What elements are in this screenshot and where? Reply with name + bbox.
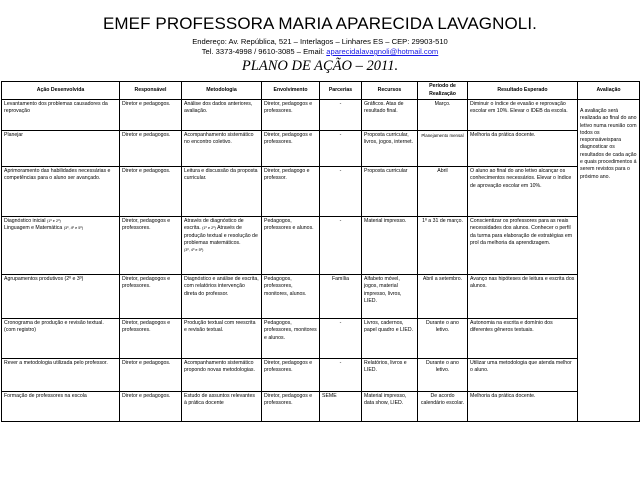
cell-metodologia: Acompanhamento sistemático no encontro coletivo.	[182, 131, 262, 167]
cell-resultado: Autonomia na escrita e domínio dos diferentes gêneros textuais.	[468, 319, 578, 359]
cell-envolvimento: Diretor, pedagogos e professores.	[262, 131, 320, 167]
cell-periodo: De acordo calendário escolar.	[418, 392, 468, 422]
cell-parcerias: SEME	[320, 392, 362, 422]
table-row	[2, 275, 640, 319]
metodo-line-c: (3º, 4º e 5º)	[184, 248, 204, 253]
cell-periodo: 1º a 31 de março.	[418, 217, 468, 275]
acao-line-a-sup: (1º e 2º)	[46, 219, 61, 223]
cell-responsavel: Diretor e pedagogos.	[120, 392, 182, 422]
cell-resultado: Conscientizar os professores para as reais necessidades dos alunos. Conhecer o perfil da turma para elaboração de estratégias em prol da melhoria da aprendizagem.	[468, 217, 578, 275]
cell-avaliacao	[578, 100, 640, 217]
cell-parcerias: -	[320, 167, 362, 217]
cell-responsavel: Diretor e pedagogos.	[120, 100, 182, 131]
cell-recursos: Relatórios, livros e LIED.	[362, 359, 418, 392]
cell-acao: Rever a metodologia utilizada pelo professor.	[2, 359, 120, 392]
cell-resultado: Melhoria da prática docente.	[468, 131, 578, 167]
email-link[interactable]: aparecidalavagnoli@hotmail.com	[326, 47, 439, 56]
cell-responsavel: Diretor, pedagogos e professores.	[120, 319, 182, 359]
avaliacao-text: A avaliação será realizada ao final do ano letivo numa reunião com todos os responsáveispara diagnosticar os resultados de cada ação e quais procedimentos á serem revistos para o próximo ano.	[580, 108, 637, 180]
cell-recursos: Gráficos. Atas de resultado final.	[362, 100, 418, 131]
col-header-metodologia: Metodologia	[182, 82, 262, 100]
col-header-envolvimento: Envolvimento	[262, 82, 320, 100]
cell-responsavel: Diretor e pedagogos.	[120, 359, 182, 392]
cell-recursos: Proposta curricular, livros, jogos, internet.	[362, 131, 418, 167]
action-plan-table	[1, 81, 640, 422]
table-row	[2, 167, 640, 217]
table-row	[2, 100, 640, 131]
cell-responsavel: Diretor, pedagogos e professores.	[120, 275, 182, 319]
cell-recursos: Material impresso, data show, LIED.	[362, 392, 418, 422]
school-contact	[0, 47, 640, 56]
cell-recursos: Livros, cadernos, papel quadro e LIED.	[362, 319, 418, 359]
cell-envolvimento: Pedagogos, professores e alunos.	[262, 217, 320, 275]
cell-acao: Levantamento dos problemas causadores da reprovação	[2, 100, 120, 131]
cell-resultado: Melhoria da prática docente.	[468, 392, 578, 422]
cell-resultado: Diminuir o índice de evasão e reprovação escolar em 10%. Elevar o IDEB da escola.	[468, 100, 578, 131]
cell-acao: Aprimoramento das habilidades necessárias e competências para o aluno ser avançado.	[2, 167, 120, 217]
table-row	[2, 359, 640, 392]
cell-metodologia: Análise dos dados anteriores, avaliação.	[182, 100, 262, 131]
metodo-line-a: Através de diagnóstico de escrita.	[184, 218, 244, 232]
col-header-responsavel: Responsável	[120, 82, 182, 100]
acao-line-a: Diagnóstico inicial	[4, 218, 47, 224]
cell-parcerias: -	[320, 131, 362, 167]
cell-responsavel: Diretor, pedagogos e professores.	[120, 217, 182, 275]
cell-periodo: Abril a setembro.	[418, 275, 468, 319]
table-row	[2, 131, 640, 167]
cell-periodo: Março.	[418, 100, 468, 131]
phone-text: Tel. 3373-4998 / 9610-3085 – Email:	[201, 47, 327, 56]
col-header-recursos: Recursos	[362, 82, 418, 100]
table-row	[2, 319, 640, 359]
cell-periodo: Durante o ano letivo.	[418, 319, 468, 359]
cell-responsavel: Diretor e pedagogos.	[120, 131, 182, 167]
cell-avaliacao-blank	[578, 217, 640, 422]
cell-envolvimento: Diretor, pedagogos e professores.	[262, 100, 320, 131]
plan-title: PLANO DE AÇÃO – 2011.	[241, 58, 399, 74]
cell-metodologia: Leitura e discussão da proposta curricular.	[182, 167, 262, 217]
cell-periodo: Planejamento mensal	[418, 131, 468, 167]
cell-metodologia: Produção textual com reescrita e revisão textual.	[182, 319, 262, 359]
cell-responsavel: Diretor e pedagogos.	[120, 167, 182, 217]
col-header-resultado: Resultado Esperado	[468, 82, 578, 100]
table-row	[2, 392, 640, 422]
cell-envolvimento: Diretor, pedagogos e professores.	[262, 392, 320, 422]
cell-parcerias: Família	[320, 275, 362, 319]
metodo-line-b: Através de produção textual e resolução de problemas matemáticos.	[184, 225, 258, 246]
cell-metodologia: Acompanhamento sistemático propondo novas metodologias.	[182, 359, 262, 392]
cell-envolvimento: Pedagogos, professores, monitores, alunos.	[262, 275, 320, 319]
cell-parcerias: -	[320, 359, 362, 392]
cell-periodo: Abril	[418, 167, 468, 217]
cell-recursos: Alfabeto móvel, jogos, material impresso, livros, LIED.	[362, 275, 418, 319]
cell-metodologia	[182, 217, 262, 275]
col-header-acao: Ação Desenvolvida	[2, 82, 120, 100]
cell-resultado: Utilizar uma metodologia que atenda melhor o aluno.	[468, 359, 578, 392]
cell-envolvimento: Diretor, pedagogo e professor.	[262, 167, 320, 217]
header-row	[2, 82, 640, 100]
cell-parcerias: -	[320, 100, 362, 131]
col-header-avaliacao: Avaliação	[578, 82, 640, 100]
cell-envolvimento: Diretor, pedagogos e professores.	[262, 359, 320, 392]
table-row	[2, 217, 640, 275]
cell-acao: Formação de professores na escola	[2, 392, 120, 422]
acao-line-b: Linguagem e Matemática	[4, 225, 64, 232]
cell-acao	[2, 217, 120, 275]
col-header-periodo: Período de Realização	[418, 82, 468, 100]
cell-recursos: Proposta curricular	[362, 167, 418, 217]
cell-envolvimento: Pedagogos, professores, monitores e alunos.	[262, 319, 320, 359]
cell-metodologia: Diagnóstico e análise de escrita, com relatórios intervenção direta do professor.	[182, 275, 262, 319]
cell-metodologia: Estudo de assuntos relevantes à prática docente	[182, 392, 262, 422]
cell-resultado: Avanço nas hipóteses de leitura e escrita dos alunos.	[468, 275, 578, 319]
school-address: Endereço: Av. República, 521 – Interlagos – Linhares ES – CEP: 29903-510	[192, 37, 448, 46]
cell-periodo: Durante o ano letivo.	[418, 359, 468, 392]
acao-line-b-sup: (3º, 4º e 5º)	[63, 226, 84, 231]
cell-acao: Agrupamentos produtivos (2º e 3º)	[2, 275, 120, 319]
cell-recursos: Material impresso.	[362, 217, 418, 275]
school-title: EMEF PROFESSORA MARIA APARECIDA LAVAGNOLI.	[102, 14, 538, 33]
col-header-parcerias: Parcerias	[320, 82, 362, 100]
cell-resultado: O aluno ao final do ano letivo alcançar os conhecimentos necessários. Elevar o índice de aprovação escolar em 10%.	[468, 167, 578, 217]
cell-acao: Planejar	[2, 131, 120, 167]
cell-parcerias: -	[320, 217, 362, 275]
cell-acao: Cronograma de produção e revisão textual. (com registro)	[2, 319, 120, 359]
metodo-line-a-sup: (1º e 2º)	[202, 226, 216, 231]
cell-parcerias: -	[320, 319, 362, 359]
